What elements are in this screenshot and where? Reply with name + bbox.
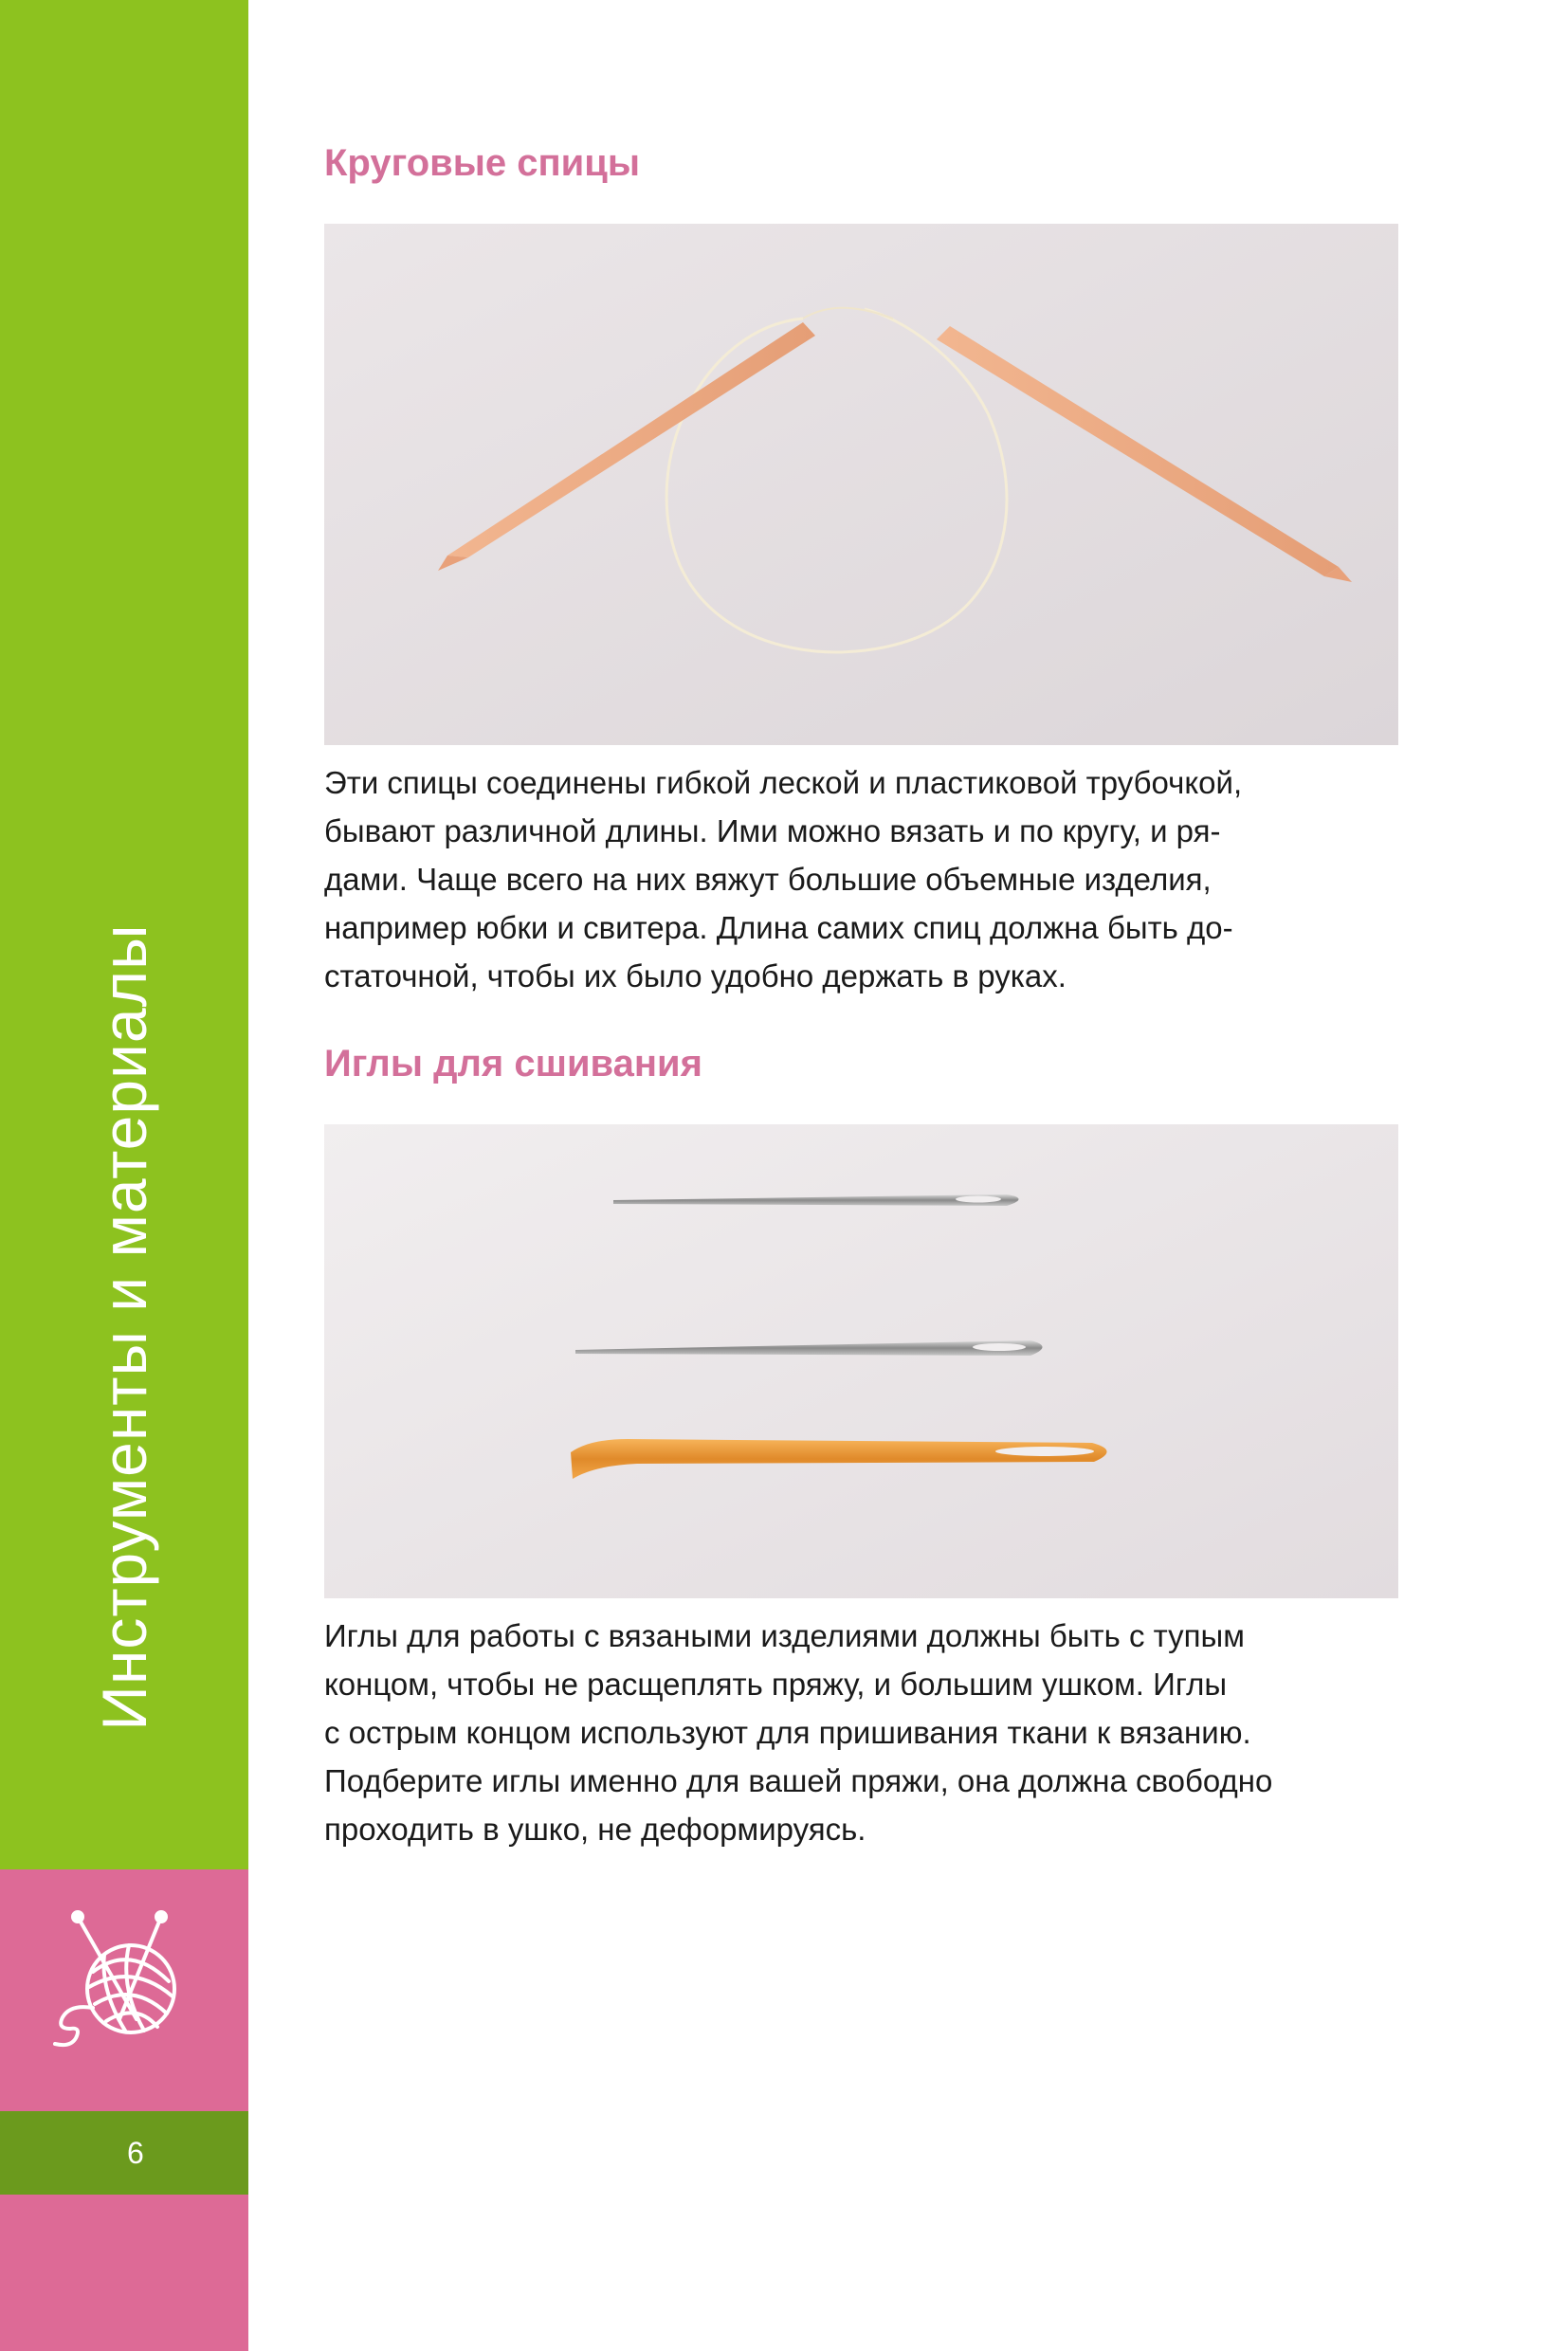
text-line: Эти спицы соединены гибкой леской и пластиковой трубочкой, xyxy=(324,765,1243,800)
heading-sewing-needles: Иглы для сшивания xyxy=(324,1043,702,1084)
text-line: проходить в ушко, не деформируясь. xyxy=(324,1812,866,1847)
sewing-needles-photo xyxy=(324,1124,1398,1598)
sidebar-bottom-band xyxy=(0,2195,248,2351)
text-line: дами. Чаще всего на них вяжут большие объемные изделия, xyxy=(324,862,1212,897)
heading-circular-needles: Круговые спицы xyxy=(324,142,640,184)
text-line: Иглы для работы с вязаными изделиями должны быть с тупым xyxy=(324,1618,1245,1653)
text-line: с острым концом используют для пришивания ткани к вязанию. xyxy=(324,1715,1251,1750)
text-line: например юбки и свитера. Длина самих спиц должна быть до- xyxy=(324,910,1233,945)
yarn-ball-needles-icon xyxy=(38,1905,199,2067)
section-title: Инструменты и материалы xyxy=(89,923,159,1731)
text-line: Подберите иглы именно для вашей пряжи, она должна свободно xyxy=(324,1763,1273,1798)
text-line: бывают различной длины. Ими можно вязать и по кругу, и ря- xyxy=(324,813,1221,848)
text-line: статочной, чтобы их было удобно держать в руках. xyxy=(324,958,1067,993)
paragraph-sewing-needles xyxy=(324,1612,1400,1853)
text-line: концом, чтобы не расщеплять пряжу, и большим ушком. Иглы xyxy=(324,1667,1228,1702)
paragraph-circular-needles xyxy=(324,758,1400,1000)
page-number: 6 xyxy=(127,2135,144,2170)
circular-knitting-needles-photo xyxy=(324,224,1398,745)
